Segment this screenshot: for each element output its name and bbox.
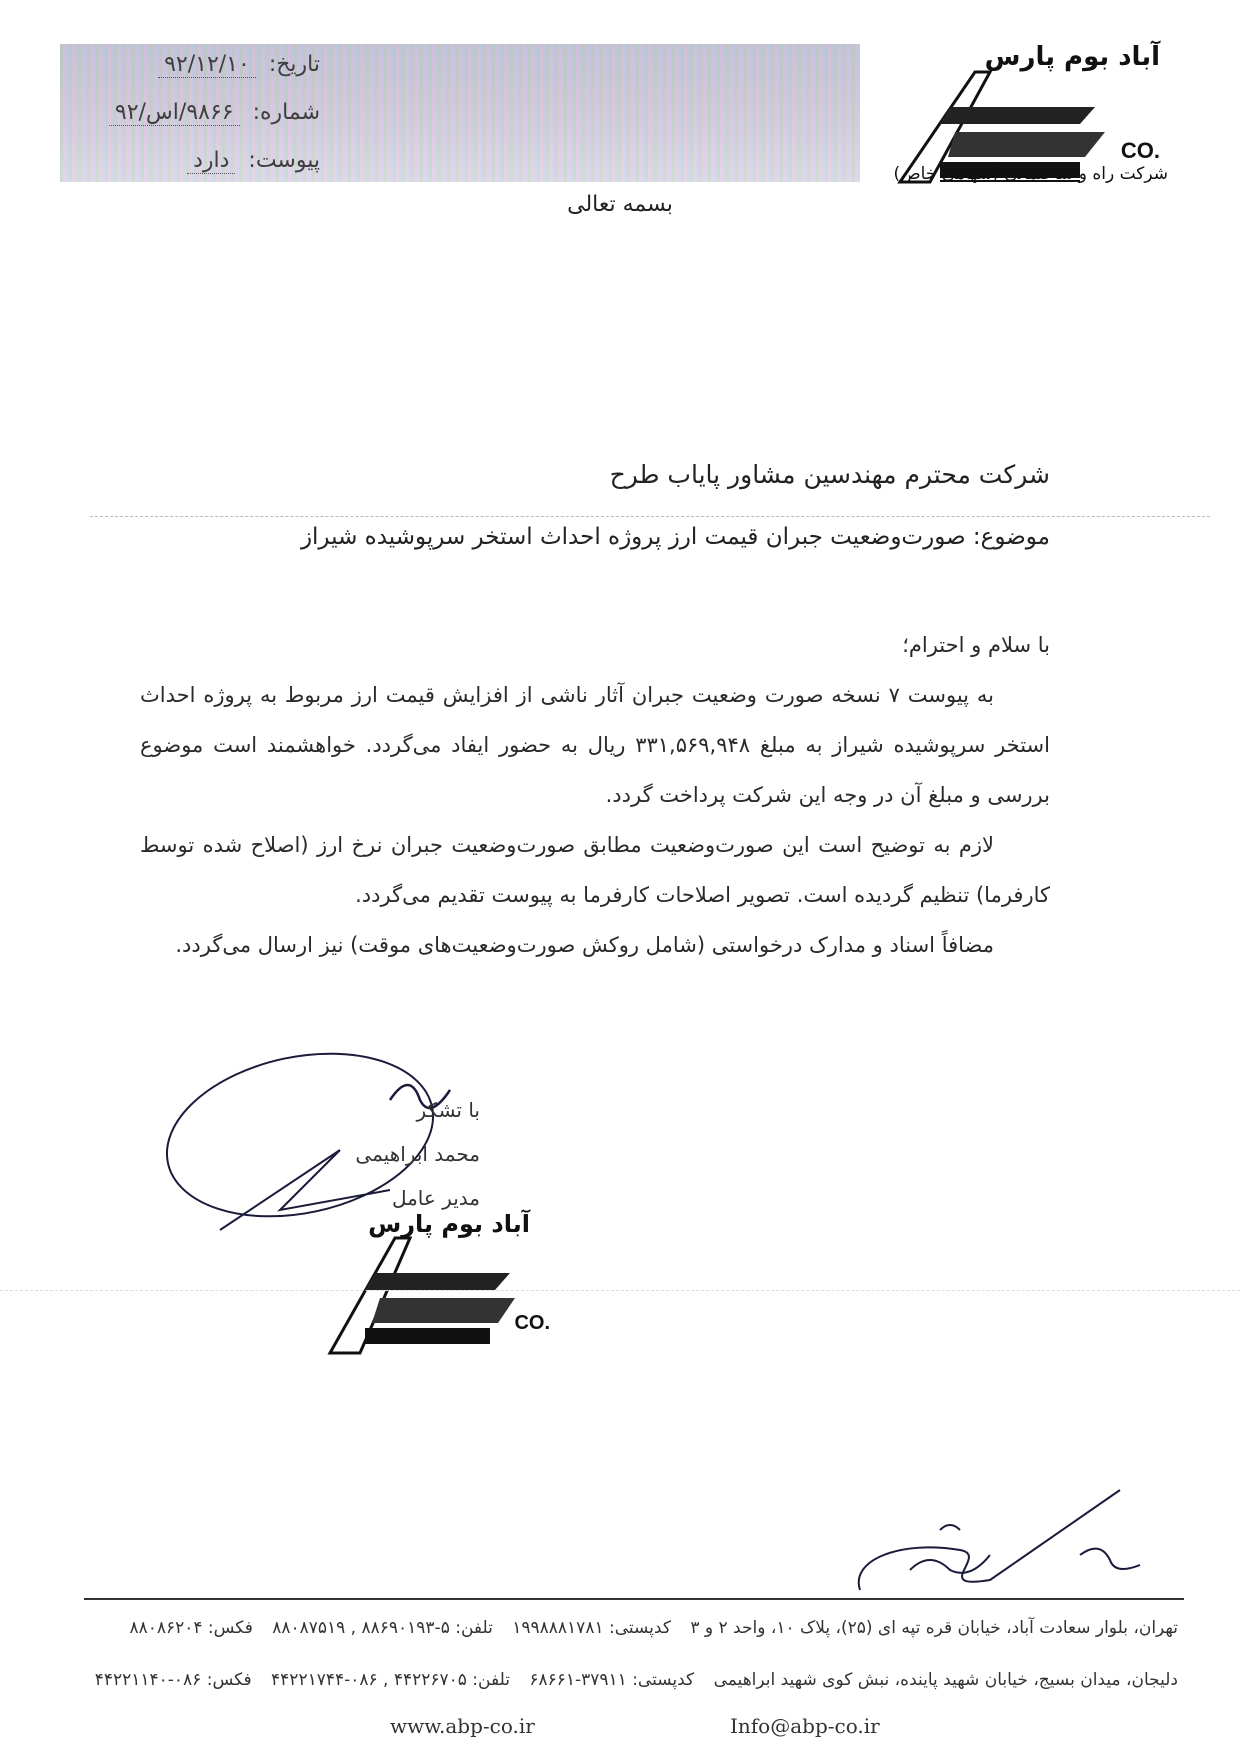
abp-stamp-icon — [320, 1228, 520, 1358]
website-link[interactable]: www.abp-co.ir — [390, 1714, 535, 1738]
company-subtitle: شرکت راه و ساختمانی (سهامی خاص) — [893, 164, 1168, 184]
letter-meta-box — [60, 44, 860, 182]
company-logo — [870, 42, 1190, 192]
number-row — [109, 100, 320, 125]
footer-deljan-office — [95, 1670, 1178, 1690]
footer-tehran-office — [129, 1618, 1178, 1638]
date-label: تاریخ: — [268, 52, 320, 77]
deljan-phone: تلفن: ۴۴۲۲۶۷۰۵ , ۰۸۶-۴۴۲۲۱۷۴۴ — [271, 1670, 510, 1690]
company-suffix: CO. — [1120, 138, 1160, 163]
body-paragraph-3: مضافاً اسناد و مدارک درخواستی (شامل روکش صورت‌وضعیت‌های موقت) نیز ارسال می‌گردد. — [175, 933, 994, 957]
stamp-company-name: آباد بوم پارس — [368, 1210, 530, 1238]
company-name: آباد بوم پارس — [984, 42, 1160, 72]
attachment-label: پیوست: — [248, 148, 320, 173]
body-paragraph-2: لازم به توضیح است این صورت‌وضعیت مطابق صورت‌وضعیت جبران نرخ ارز (اصلاح شده توسط کارفرما) تنظیم گردیده است. تصویر اصلاحات کارفرما به پیوست تقدیم می‌گردد. — [140, 833, 1050, 907]
tehran-address: تهران، بلوار سعادت آباد، خیابان قره تپه ای (۲۵)، پلاک ۱۰، واحد ۲ و ۳ — [690, 1618, 1178, 1638]
footer-rule — [84, 1598, 1184, 1600]
date-value: ۹۲/۱۲/۱۰ — [158, 52, 256, 78]
number-value: ۹۸۶۶/اس/۹۲ — [109, 100, 240, 126]
attachment-row — [187, 148, 320, 173]
letter-body — [140, 620, 1050, 970]
date-row — [158, 52, 320, 77]
signature-name: محمد ابراهیمی — [355, 1142, 480, 1166]
body-paragraph-1: به پیوست ۷ نسخه صورت وضعیت جبران آثار ناشی از افزایش قیمت ارز مربوط به پروژه احداث استخر سرپوشیده شیراز به مبلغ ۳۳۱,۵۶۹,۹۴۸ ریال به حضور ایفاد می‌گردد. خواهشمند است موضوع بررسی و مبلغ آن در وجه این شرکت پرداخت گردد. — [140, 683, 1050, 807]
email-link[interactable]: Info@abp-co.ir — [730, 1714, 880, 1738]
signature-closing: با تشکر — [416, 1098, 480, 1122]
stamp-company-suffix: CO. — [514, 1312, 550, 1334]
deljan-postal-code: کدپستی: ۳۷۹۱۱-۶۸۶۶۱ — [529, 1670, 695, 1690]
tehran-phone: تلفن: ۵-۸۸۶۹۰۱۹۳ , ۸۸۰۸۷۵۱۹ — [272, 1618, 493, 1638]
faint-rule — [0, 1290, 1240, 1291]
company-stamp — [320, 1210, 550, 1360]
number-label: شماره: — [252, 100, 320, 125]
receipt-signature-icon — [840, 1480, 1180, 1600]
recipient: شرکت محترم مهندسین مشاور پایاب طرح — [609, 460, 1050, 489]
attachment-value: دارد — [187, 148, 235, 174]
signature-title: مدیر عامل — [391, 1186, 480, 1210]
divider — [90, 516, 1210, 517]
subject-line: موضوع: صورت‌وضعیت جبران قیمت ارز پروژه احداث استخر سرپوشیده شیراز — [300, 524, 1050, 550]
tehran-postal-code: کدپستی: ۱۹۹۸۸۸۱۷۸۱ — [512, 1618, 671, 1638]
tehran-fax: فکس: ۸۸۰۸۶۲۰۴ — [129, 1618, 253, 1638]
deljan-fax: فکس: ۰۸۶-۴۴۲۲۱۱۴۰ — [94, 1670, 252, 1690]
signature-block — [260, 1088, 480, 1220]
deljan-address: دلیجان، میدان بسیج، خیابان شهید پاینده، نبش کوی شهید ابراهیمی — [713, 1670, 1178, 1690]
basmala: بسمه تعالی — [567, 192, 673, 217]
salutation: با سلام و احترام؛ — [902, 633, 1050, 657]
